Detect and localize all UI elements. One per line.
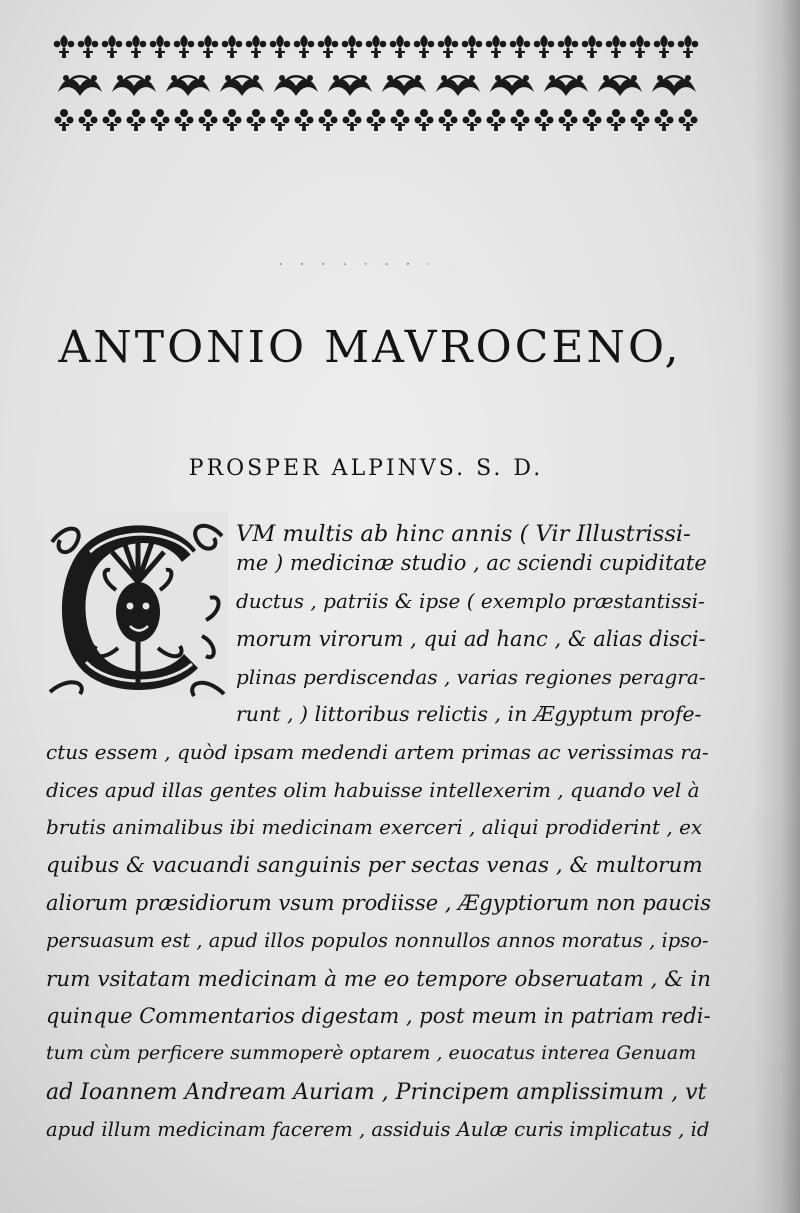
dedication-line-2: SENATORI, bbox=[279, 262, 469, 266]
text-line-5: plinas perdiscendas , varias regiones peragra- bbox=[236, 665, 706, 689]
text-line-4: morum virorum , qui ad hanc , & alias disci- bbox=[236, 627, 706, 651]
text-line-3: ductus , patriis & ipse ( exemplo præstantissi- bbox=[236, 589, 705, 613]
decorated-initial-c bbox=[46, 512, 228, 700]
text-line-2: me ) medicinæ studio , ac sciendi cupiditate bbox=[236, 551, 707, 575]
text-line-14: quinque Commentarios digestam , post meum in patriam redi- bbox=[46, 1004, 711, 1028]
page-gutter-shadow bbox=[754, 0, 800, 1213]
text-line-13: rum vsitatam medicinam à me eo tempore obseruatam , & in bbox=[46, 967, 711, 992]
text-line-12: persuasum est , apud illos populos nonnullos annos moratus , ipso- bbox=[46, 929, 709, 952]
text-line-8: dices apud illas gentes olim habuisse intellexerim , quando vel à bbox=[46, 778, 700, 802]
salutation: PROSPER ALPINVS. S. D. bbox=[188, 456, 544, 481]
text-line-9: brutis animalibus ibi medicinam exerceri , aliqui prodiderint , ex bbox=[46, 815, 703, 839]
text-line-1: VM multis ab hinc annis ( Vir Illustrissi- bbox=[236, 521, 691, 547]
text-line-10: quibus & vacuandi sanguinis per sectas venas , & multorum bbox=[46, 853, 703, 878]
text-line-17: apud illum medicinam facerem , assiduis Aulæ curis implicatus , id bbox=[46, 1118, 710, 1141]
text-line-11: aliorum præsidiorum vsum prodiisse , Ægyptiorum non paucis bbox=[46, 891, 712, 915]
text-line-7: ctus essem , quòd ipsam medendi artem primas ac verissimas ra- bbox=[46, 740, 709, 764]
dedication-name: ANTONIO MAVROCENO, bbox=[58, 322, 682, 373]
text-line-15: tum cùm perficere summoperè optarem , euocatus interea Genuam bbox=[46, 1042, 697, 1064]
text-line-16: ad Ioannem Andream Auriam , Principem amplissimum , vt bbox=[46, 1080, 707, 1105]
ornamental-headpiece bbox=[52, 18, 700, 136]
text-line-6: runt , ) littoribus relictis , in Ægyptum profe- bbox=[236, 702, 702, 726]
